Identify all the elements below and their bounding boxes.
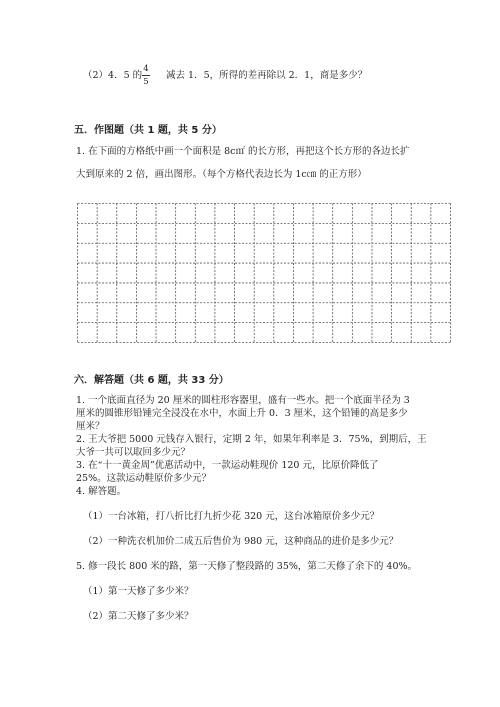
section6-heading: 六．解答题（共 6 题，共 33 分） — [74, 375, 229, 386]
section6-q4-sub2: （2）一种洗衣机加价二成五后售价为 980 元，这种商品的进价是多少元？ — [83, 536, 399, 547]
section6-q3-line2: 25%。这款运动鞋原价多少元？ — [76, 473, 212, 484]
section6-q2-line1: 2. 王大爷把 5000 元钱存入银行，定期 2 年，如果年利率是 3．75%，到期后，王 — [76, 434, 427, 445]
fraction-four-fifths — [140, 64, 152, 87]
section6-q1-line1: 1. 一个底面直径为 20 厘米的圆柱形容器里，盛有一些水。把一个底面半径为 3 — [76, 395, 410, 406]
q2-prefix: （2）4．5 的 — [83, 70, 143, 81]
section6-q4-sub1: （1）一台冰箱，打八折比打九折少花 320 元，这台冰箱原价多少元？ — [83, 511, 380, 522]
section6-q5: 5. 修一段长 800 米的路，第一天修了整段路的 35%，第二天修了余下的 40%。 — [76, 561, 418, 572]
section5-q1-line1: 1. 在下面的方格纸中画一个面积是 8c㎡ 的长方形，再把这个长方形的各边长扩 — [76, 146, 410, 157]
section6-q5-sub2: （2）第二天修了多少米？ — [83, 611, 194, 622]
square-grid-paper[interactable] — [77, 203, 451, 343]
section6-q3-line1: 3. 在“十一黄金周”优惠活动中，一款运动鞋现价 120 元，比原价降低了 — [76, 460, 379, 471]
section5-heading: 五．作图题（共 1 题，共 5 分） — [74, 125, 222, 136]
section6-q1-line2: 厘米的圆锥形铅锤完全浸没在水中，水面上升 0．3 厘米，这个铅锤的高是多少 — [76, 408, 408, 419]
section6-q1-line3: 厘米？ — [76, 421, 105, 432]
section6-q2-line2: 大爷一共可以取回多少元？ — [76, 447, 191, 458]
fraction-denominator: 5 — [143, 77, 149, 87]
fraction-bar — [142, 75, 150, 76]
section6-q4-title: 4. 解答题。 — [76, 486, 127, 497]
section6-q5-sub1: （1）第一天修了多少米？ — [83, 586, 194, 597]
q2-suffix: 减去 1．5，所得的差再除以 2．1，商是多少？ — [166, 70, 368, 81]
fraction-numerator: 4 — [143, 64, 149, 74]
section5-q1-line2: 大到原来的 2 倍，画出图形。（每个方格代表边长为 1c㎝ 的正方形） — [76, 169, 367, 180]
